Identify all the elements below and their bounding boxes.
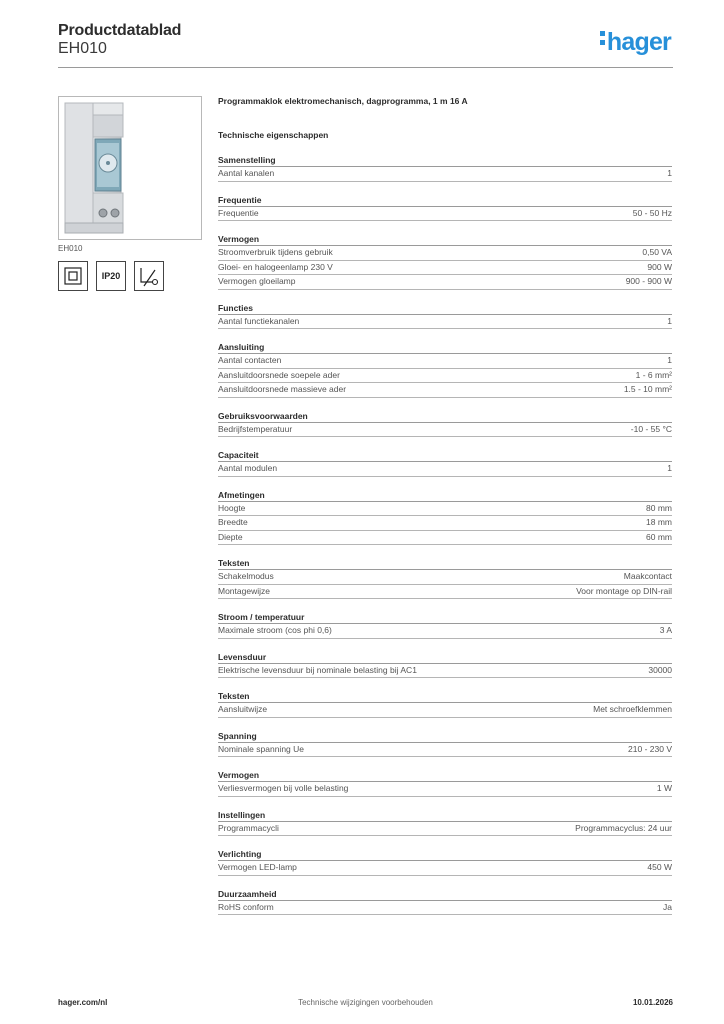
spec-section [218, 769, 672, 797]
double-insulation-icon [58, 261, 88, 291]
spec-label: Stroomverbruik tijdens gebruik [218, 247, 333, 257]
section-title: Verlichting [218, 848, 672, 861]
spec-row [218, 585, 672, 600]
section-title: Capaciteit [218, 449, 672, 462]
spec-value: Programmacyclus: 24 uur [575, 822, 672, 833]
section-title: Functies [218, 302, 672, 315]
spec-label: Elektrische levensduur bij nominale belasting bij AC1 [218, 664, 417, 675]
spec-label: Maximale stroom (cos phi 0,6) [218, 625, 332, 635]
spec-value: 900 - 900 W [625, 276, 672, 286]
spec-row [218, 167, 672, 182]
spec-label: Aansluitdoorsnede massieve ader [218, 384, 347, 394]
section-title: Gebruiksvoorwaarden [218, 410, 672, 423]
spec-value: 18 mm [646, 517, 672, 527]
spec-label: Nominale spanning Ue [218, 743, 304, 754]
spec-section [218, 809, 672, 837]
spec-value: 1 - 6 mm² [635, 369, 672, 380]
spec-label: Programmacycli [218, 822, 279, 833]
section-title: Afmetingen [218, 489, 672, 502]
spec-row [218, 822, 672, 837]
spec-row [218, 703, 672, 718]
spec-row [218, 570, 672, 585]
section-title: Teksten [218, 690, 672, 703]
section-title: Aansluiting [218, 341, 672, 354]
spec-row [218, 462, 672, 477]
spec-value: 210 - 230 V [628, 743, 672, 754]
header-divider [58, 67, 673, 68]
section-title: Levensduur [218, 651, 672, 664]
section-title: Spanning [218, 730, 672, 743]
spec-section [218, 194, 672, 222]
spec-section [218, 154, 672, 182]
time-switch-illustration [59, 97, 201, 239]
spec-row [218, 369, 672, 384]
section-title: Duurzaamheid [218, 888, 672, 901]
spec-row [218, 502, 672, 517]
ip20-rating-badge: IP20 [96, 261, 126, 291]
spec-value: 3 A [659, 625, 672, 635]
spec-value: Maakcontact [623, 571, 672, 581]
document-title: Productdatablad [58, 22, 182, 39]
section-title: Instellingen [218, 809, 672, 822]
spec-label: Schakelmodus [218, 571, 274, 581]
spec-label: Aansluitdoorsnede soepele ader [218, 369, 340, 380]
spec-section [218, 848, 672, 876]
spec-value: Ja [663, 901, 672, 912]
spec-value: 30000 [648, 664, 672, 675]
spec-label: Aantal functiekanalen [218, 315, 300, 326]
spec-section [218, 730, 672, 758]
spec-value: 1 W [656, 783, 672, 793]
spec-row [218, 383, 672, 398]
spec-section [218, 302, 672, 330]
spec-value: 0,50 VA [642, 247, 672, 257]
spec-value: 1 [667, 463, 672, 473]
spec-value: 1.5 - 10 mm² [623, 384, 672, 394]
spec-row [218, 261, 672, 276]
spec-value: 60 mm [646, 531, 672, 542]
section-title: Teksten [218, 557, 672, 570]
spec-label: Vermogen LED-lamp [218, 862, 297, 872]
spec-row [218, 246, 672, 261]
spec-label: Aantal kanalen [218, 168, 275, 178]
spec-label: Hoogte [218, 502, 246, 513]
spec-value: 900 W [647, 261, 672, 272]
spec-section [218, 449, 672, 477]
product-code: EH010 [58, 40, 107, 57]
spec-section [218, 410, 672, 438]
section-title: Vermogen [218, 233, 672, 246]
spec-content [218, 96, 672, 915]
spec-section [218, 651, 672, 679]
spec-label: Bedrijfstemperatuur [218, 423, 293, 434]
spec-section [218, 233, 672, 290]
spec-row [218, 354, 672, 369]
spec-value: 450 W [647, 862, 672, 872]
spec-row [218, 664, 672, 679]
spec-section [218, 690, 672, 718]
spec-section [218, 611, 672, 639]
spec-section [218, 341, 672, 398]
spec-section [218, 557, 672, 599]
spec-row [218, 861, 672, 876]
product-title: Programmaklok elektromechanisch, dagprogramma, 1 m 16 A [218, 96, 468, 106]
image-caption: EH010 [58, 244, 83, 253]
section-title: Vermogen [218, 769, 672, 782]
spec-value: 50 - 50 Hz [632, 207, 672, 218]
spec-label: RoHS conform [218, 901, 274, 912]
footer-date: 10.01.2026 [632, 998, 673, 1007]
spec-row [218, 531, 672, 546]
spec-value: 1 [667, 168, 672, 178]
spec-value: Met schroefklemmen [593, 704, 672, 714]
spec-label: Aantal contacten [218, 355, 282, 365]
brand-name: hager [606, 28, 671, 56]
spec-section [218, 888, 672, 916]
spec-value: 80 mm [646, 502, 672, 513]
spec-label: Verliesvermogen bij volle belasting [218, 783, 349, 793]
hager-logo [600, 28, 671, 57]
footer-website: hager.com/nl [58, 998, 108, 1007]
page-header [58, 20, 673, 66]
spec-value: Voor montage op DIN-rail [576, 585, 672, 596]
section-title: Samenstelling [218, 154, 672, 167]
spec-label: Vermogen gloeilamp [218, 276, 296, 286]
spec-value: -10 - 55 °C [630, 423, 672, 434]
spec-label: Aansluitwijze [218, 704, 268, 714]
product-image [58, 96, 202, 240]
spec-label: Aantal modulen [218, 463, 278, 473]
spec-label: Frequentie [218, 207, 259, 218]
section-title: Frequentie [218, 194, 672, 207]
spec-section [218, 489, 672, 546]
footer-disclaimer: Technische wijzigingen voorbehouden [298, 998, 433, 1007]
installation-symbol-icon [134, 261, 164, 291]
spec-row [218, 743, 672, 758]
spec-value: 1 [667, 315, 672, 326]
spec-row [218, 516, 672, 531]
spec-row [218, 624, 672, 639]
spec-label: Montagewijze [218, 585, 270, 596]
spec-row [218, 423, 672, 438]
spec-label: Breedte [218, 517, 248, 527]
section-title: Stroom / temperatuur [218, 611, 672, 624]
spec-row [218, 782, 672, 797]
spec-row [218, 315, 672, 330]
spec-sections [218, 154, 672, 915]
spec-label: Diepte [218, 531, 243, 542]
spec-row [218, 275, 672, 290]
spec-row [218, 207, 672, 222]
spec-label: Gloei- en halogeenlamp 230 V [218, 261, 333, 272]
logo-colon-mark [600, 28, 607, 49]
spec-value: 1 [667, 355, 672, 365]
spec-row [218, 901, 672, 916]
properties-heading: Technische eigenschappen [218, 130, 329, 140]
